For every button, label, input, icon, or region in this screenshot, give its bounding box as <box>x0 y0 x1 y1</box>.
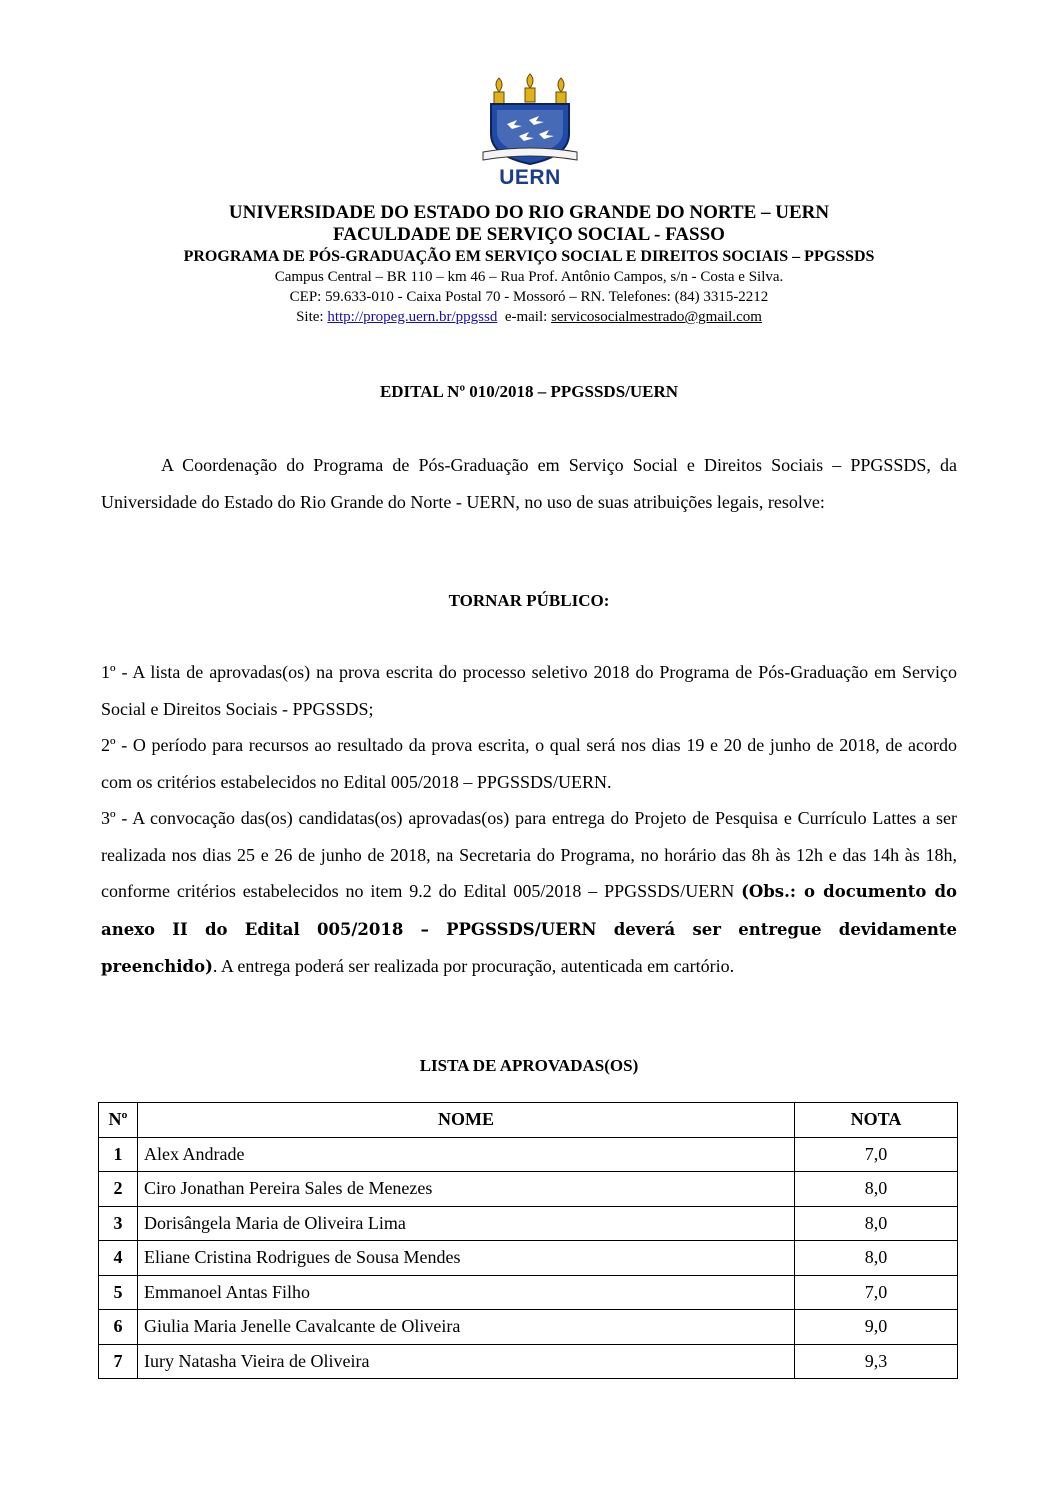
contact-line: CEP: 59.633-010 - Caixa Postal 70 - Mossoró – RN. Telefones: (84) 3315-2212 <box>289 289 769 305</box>
uern-logo <box>473 72 587 190</box>
row-grade: 8,0 <box>795 1241 958 1276</box>
section-heading-tornar-publico: TORNAR PÚBLICO: <box>448 591 610 610</box>
site-line <box>90 307 968 327</box>
row-name: Eliane Cristina Rodrigues de Sousa Mendes <box>138 1241 795 1276</box>
item-3-obs: (Obs.: o documento do anexo II do Edital 005/2018 – PPGSSDS/UERN deverá ser entregue devidamente preenchido) <box>101 882 958 976</box>
table-row <box>99 1172 958 1207</box>
header-name: NOME <box>138 1103 795 1138</box>
row-num: 2 <box>99 1172 138 1207</box>
row-grade: 9,3 <box>795 1344 958 1379</box>
university-name: UNIVERSIDADE DO ESTADO DO RIO GRANDE DO NORTE – UERN <box>228 202 830 223</box>
table-row <box>99 1206 958 1241</box>
site-label: Site: <box>296 309 324 325</box>
row-grade: 7,0 <box>795 1137 958 1172</box>
uern-crest-icon <box>473 72 587 168</box>
item-3-end: . A entrega poderá ser realizada por procuração, autenticada em cartório. <box>212 956 735 976</box>
row-num: 3 <box>99 1206 138 1241</box>
item-1: 1º - A lista de aprovadas(os) na prova escrita do processo seletivo 2018 do Programa de Pós-Graduação em Serviço Social e Direitos Sociais - PPGSSDS; <box>101 662 957 719</box>
row-name: Iury Natasha Vieira de Oliveira <box>138 1344 795 1379</box>
table-row <box>99 1275 958 1310</box>
table-row <box>99 1344 958 1379</box>
faculty-name: FACULDADE DE SERVIÇO SOCIAL - FASSO <box>333 224 725 245</box>
header-grade: NOTA <box>795 1103 958 1138</box>
table-row <box>99 1137 958 1172</box>
row-name: Dorisângela Maria de Oliveira Lima <box>138 1206 795 1241</box>
edital-title: EDITAL Nº 010/2018 – PPGSSDS/UERN <box>379 382 679 401</box>
table-header-row <box>99 1103 958 1138</box>
row-grade: 7,0 <box>795 1275 958 1310</box>
item-2: 2º - O período para recursos ao resultado da prova escrita, o qual será nos dias 19 e 20 de junho de 2018, de acordo com os critérios estabelecidos no Edital 005/2018 – PPGSSDS/UERN. <box>101 735 957 792</box>
header-num: Nº <box>99 1103 138 1138</box>
row-grade: 8,0 <box>795 1206 958 1241</box>
table-row <box>99 1310 958 1345</box>
row-name: Giulia Maria Jenelle Cavalcante de Oliveira <box>138 1310 795 1345</box>
row-grade: 9,0 <box>795 1310 958 1345</box>
item-3 <box>101 800 957 986</box>
items-list <box>101 654 957 986</box>
row-num: 1 <box>99 1137 138 1172</box>
row-name: Ciro Jonathan Pereira Sales de Menezes <box>138 1172 795 1207</box>
program-name: PROGRAMA DE PÓS-GRADUAÇÃO EM SERVIÇO SOCIAL E DIREITOS SOCIAIS – PPGSSDS <box>183 248 875 265</box>
address-line: Campus Central – BR 110 – km 46 – Rua Prof. Antônio Campos, s/n - Costa e Silva. <box>274 269 784 285</box>
row-grade: 8,0 <box>795 1172 958 1207</box>
row-num: 4 <box>99 1241 138 1276</box>
row-num: 6 <box>99 1310 138 1345</box>
list-title: LISTA DE APROVADAS(OS) <box>419 1056 639 1075</box>
email-label: e-mail: <box>504 309 548 325</box>
table-row <box>99 1241 958 1276</box>
row-num: 5 <box>99 1275 138 1310</box>
item-3-text: 3º - A convocação das(os) candidatas(os) aprovadas(os) para entrega do Projeto de Pesquisa e Currículo Lattes a ser realizada nos dias 25 e 26 de junho de 2018, na Secretaria do Programa, no horário das 8h às 12h e das 14h às 18h, conforme critérios estabelecidos no item 9.2 do Edital 005/2018 – PPGSSDS/UERN <box>101 808 957 901</box>
row-name: Alex Andrade <box>138 1137 795 1172</box>
email-link[interactable]: servicosocialmestrado@gmail.com <box>551 309 762 325</box>
logo-text: UERN <box>499 166 561 189</box>
intro-paragraph: A Coordenação do Programa de Pós-Graduação em Serviço Social e Direitos Sociais – PPGSSDS, da Universidade do Estado do Rio Grande do Norte - UERN, no uso de suas atribuições legais, resolve: <box>101 455 957 512</box>
row-name: Emmanoel Antas Filho <box>138 1275 795 1310</box>
site-link[interactable]: http://propeg.uern.br/ppgssd <box>327 309 498 325</box>
document-header <box>90 202 968 327</box>
row-num: 7 <box>99 1344 138 1379</box>
approved-list-table <box>98 1102 958 1379</box>
